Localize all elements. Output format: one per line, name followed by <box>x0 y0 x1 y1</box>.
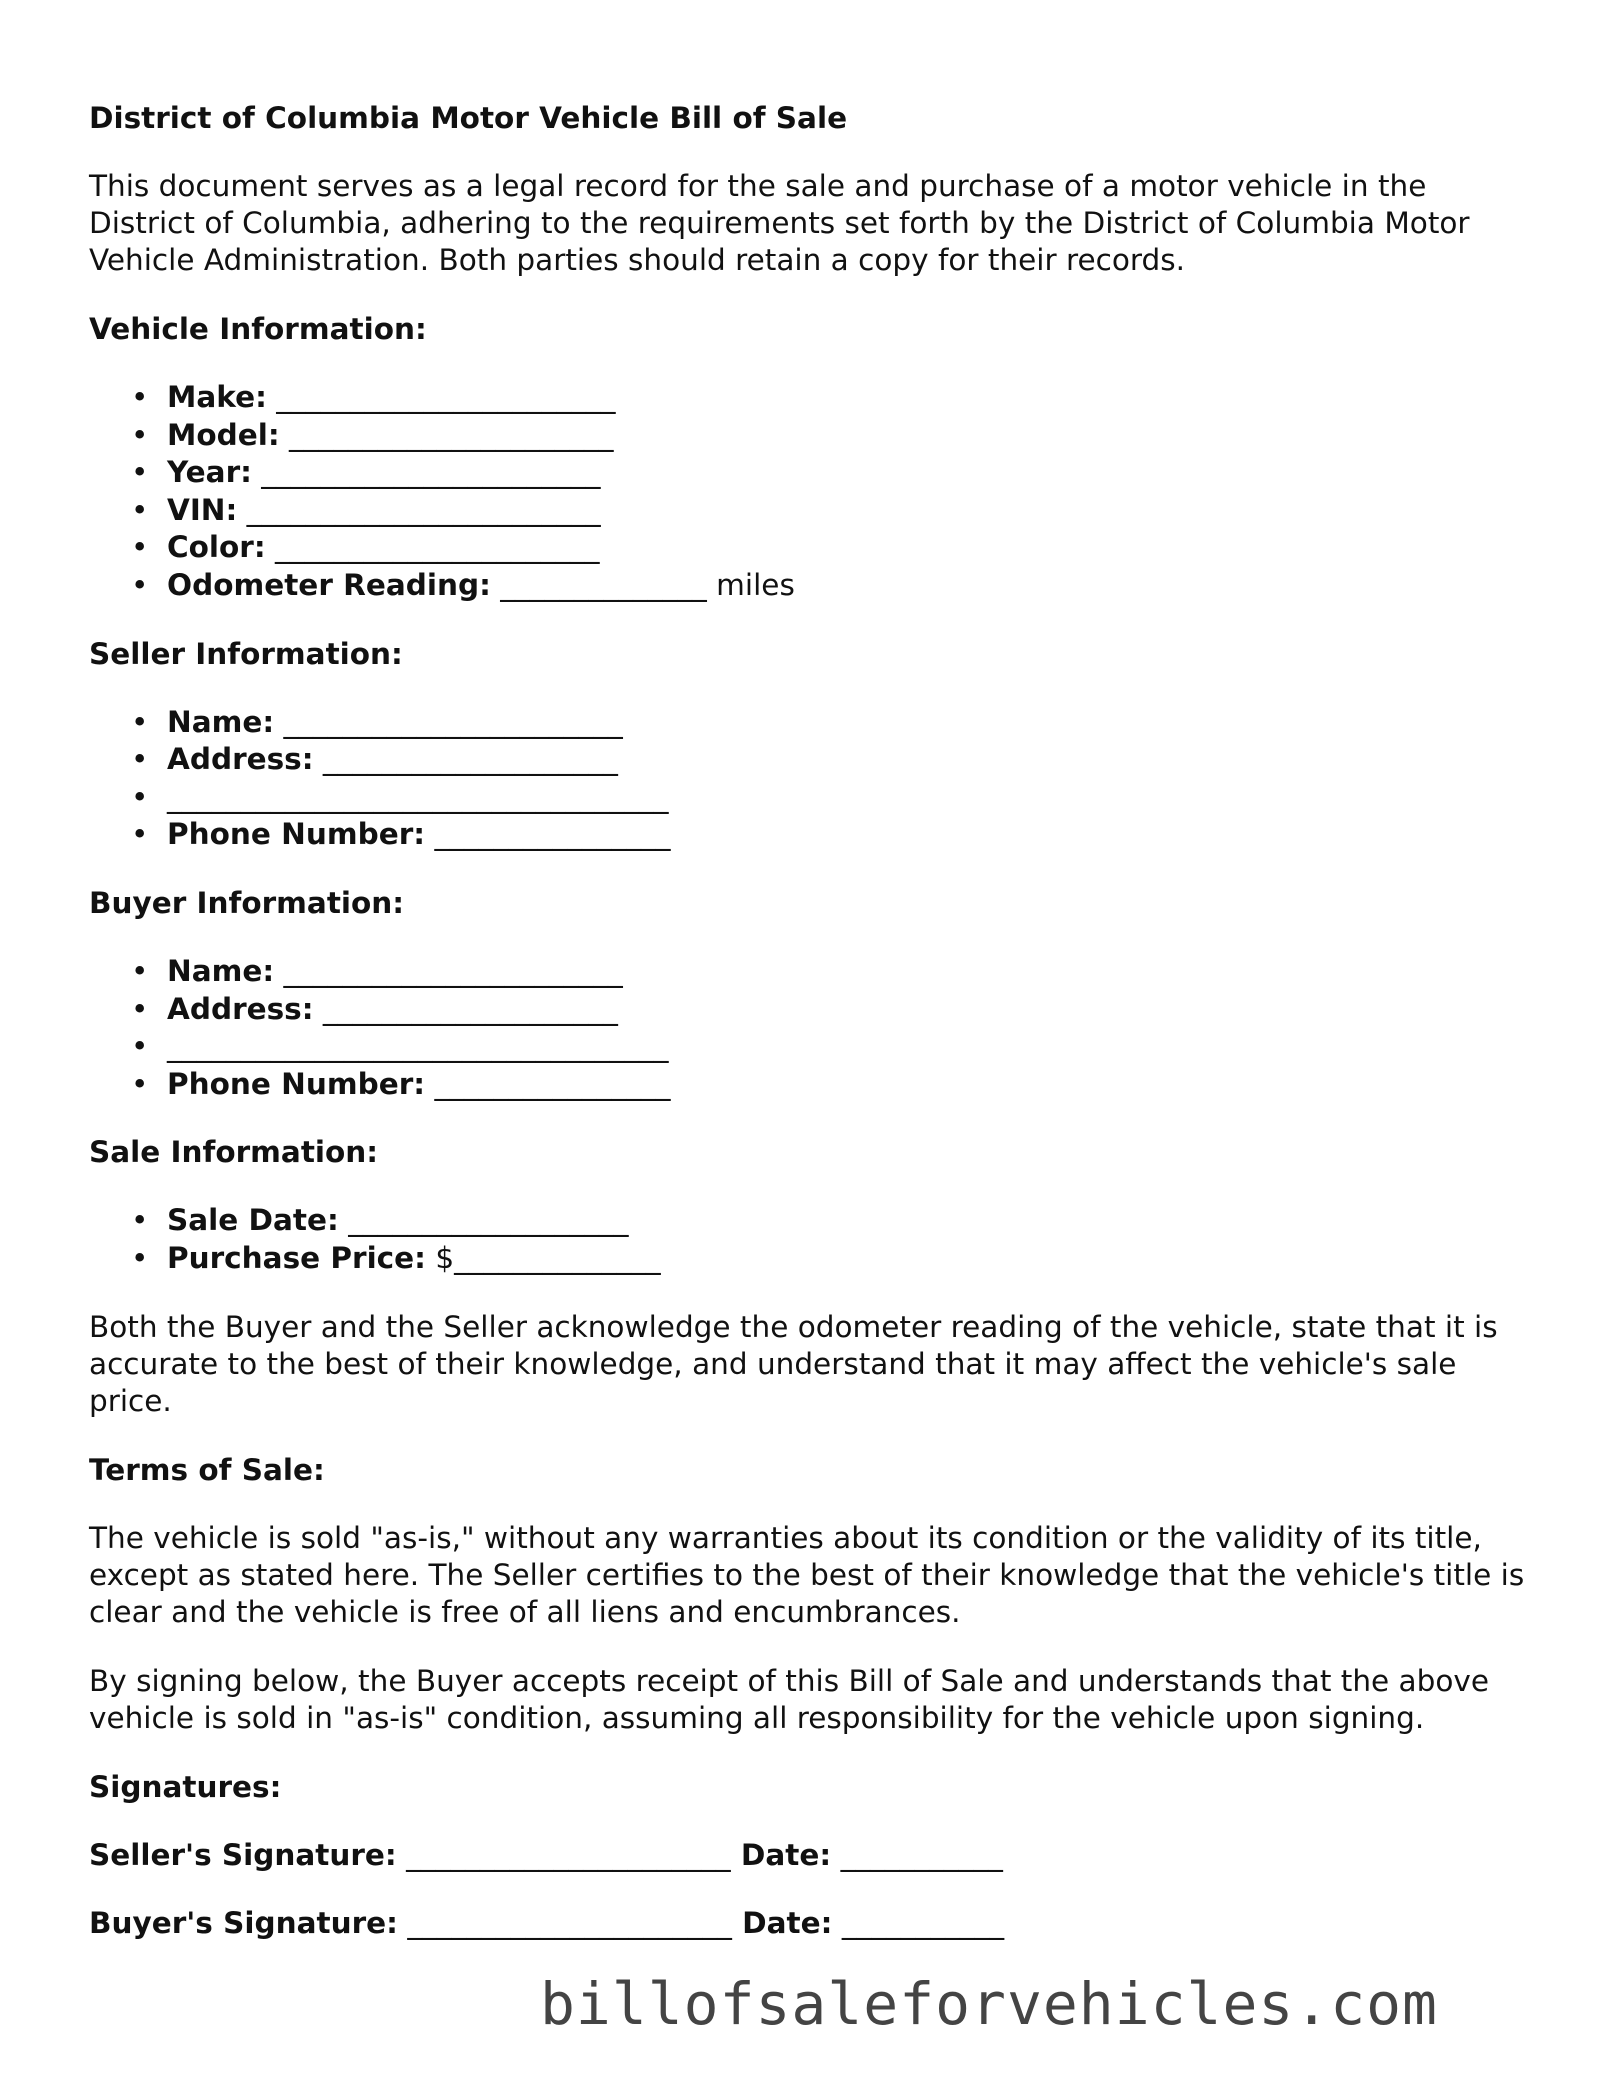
bullet-icon: • <box>131 380 149 414</box>
sale-info-heading: Sale Information: <box>89 1135 379 1170</box>
bullet-icon: • <box>131 567 149 602</box>
bullet-icon: • <box>131 530 149 565</box>
field-label: Address: <box>167 742 314 777</box>
bullet-icon: • <box>131 817 149 852</box>
field-make <box>89 379 1529 417</box>
buyer-address2-blank[interactable]: __________________________________ <box>167 1029 669 1064</box>
seller-phone-blank[interactable]: ________________ <box>425 817 671 852</box>
sale-field-price <box>89 1240 1529 1278</box>
bullet-icon: • <box>131 1240 149 1275</box>
buyer-field-name <box>89 953 1529 991</box>
buyer-address-blank[interactable]: ____________________ <box>313 991 618 1026</box>
seller-signature-line <box>89 1837 1529 1874</box>
field-label: Name: <box>167 953 275 988</box>
seller-signature-label: Seller's Signature: <box>89 1837 397 1872</box>
bullet-icon: • <box>131 1029 149 1064</box>
buyer-date-blank[interactable]: ___________ <box>832 1905 1005 1940</box>
buyer-field-address <box>89 991 1529 1029</box>
field-label: Color: <box>167 530 266 565</box>
vehicle-info-list <box>89 379 1529 605</box>
year-blank[interactable]: _______________________ <box>251 455 601 490</box>
site-watermark: billofsaleforvehicles.com <box>540 1970 1438 2038</box>
bullet-icon: • <box>131 742 149 777</box>
bullet-icon: • <box>131 779 149 814</box>
buyer-signature-label: Buyer's Signature: <box>89 1905 398 1940</box>
bullet-icon: • <box>131 953 149 988</box>
field-model <box>89 417 1529 455</box>
odometer-blank[interactable]: ______________ miles <box>490 567 795 602</box>
bullet-icon: • <box>131 1203 149 1238</box>
signatures-heading: Signatures: <box>89 1769 282 1804</box>
model-blank[interactable]: ______________________ <box>279 417 614 452</box>
buyer-field-phone <box>89 1066 1529 1104</box>
buyer-signature-blank[interactable]: ______________________ <box>397 1905 732 1940</box>
bill-of-sale-document <box>89 100 1529 1973</box>
bullet-icon: • <box>131 704 149 739</box>
field-vin <box>89 492 1529 530</box>
seller-field-address-line2 <box>89 779 1529 817</box>
field-label: Year: <box>167 455 252 490</box>
field-label: Make: <box>167 380 267 414</box>
seller-address-blank[interactable]: ____________________ <box>313 742 618 777</box>
seller-field-address <box>89 741 1529 779</box>
terms-paragraph-1: The vehicle is sold "as-is," without any warranties about its condition or the validity of its title, except as stated here. The Seller certifies to the best of their knowledge that the vehicle's title is clear and the vehicle is free of all liens and encumbrances. <box>89 1520 1525 1629</box>
seller-info-heading: Seller Information: <box>89 636 403 671</box>
sale-info-list <box>89 1202 1529 1277</box>
field-label: Purchase Price: <box>167 1240 426 1275</box>
sale-date-blank[interactable]: ___________________ <box>338 1203 629 1238</box>
bullet-icon: • <box>131 492 149 527</box>
terms-paragraph-2: By signing below, the Buyer accepts receipt of this Bill of Sale and understands that the above vehicle is sold in "as-is" condition, assuming all responsibility for the vehicle upon signing. <box>89 1663 1490 1735</box>
seller-info-list <box>89 704 1529 854</box>
vin-blank[interactable]: ________________________ <box>237 492 601 527</box>
bullet-icon: • <box>131 455 149 490</box>
field-odometer <box>89 567 1529 605</box>
field-label: Name: <box>167 704 275 739</box>
bullet-icon: • <box>131 991 149 1026</box>
seller-date-blank[interactable]: ___________ <box>831 1837 1003 1872</box>
buyer-info-list <box>89 953 1529 1103</box>
field-label: Sale Date: <box>167 1203 339 1238</box>
seller-address2-blank[interactable]: __________________________________ <box>167 779 669 814</box>
buyer-info-heading: Buyer Information: <box>89 885 405 920</box>
terms-heading: Terms of Sale: <box>89 1452 325 1487</box>
field-label: Model: <box>167 417 280 452</box>
field-label: VIN: <box>167 492 238 527</box>
make-blank[interactable]: _______________________ <box>266 380 616 414</box>
bullet-icon: • <box>131 1066 149 1101</box>
seller-field-name <box>89 704 1529 742</box>
buyer-date-label: Date: <box>731 1905 833 1940</box>
field-label: Phone Number: <box>167 1066 426 1101</box>
field-label: Address: <box>167 991 314 1026</box>
intro-paragraph: This document serves as a legal record for the sale and purchase of a motor vehicle in the District of Columbia, adhering to the requirements set forth by the District of Columbia Motor Vehicle Administration. Both parties should retain a copy for their records. <box>89 169 1470 277</box>
field-year <box>89 454 1529 492</box>
buyer-field-address-line2 <box>89 1028 1529 1066</box>
document-title: District of Columbia Motor Vehicle Bill of Sale <box>89 101 848 135</box>
buyer-name-blank[interactable]: _______________________ <box>274 953 623 988</box>
buyer-phone-blank[interactable]: ________________ <box>425 1066 671 1101</box>
field-label: Phone Number: <box>167 817 426 852</box>
buyer-signature-line <box>89 1905 1529 1942</box>
odometer-acknowledgement: Both the Buyer and the Seller acknowledge the odometer reading of the vehicle, state that it is accurate to the best of their knowledge, and understand that it may affect the vehicle's sale price. <box>89 1309 1498 1418</box>
sale-field-date <box>89 1202 1529 1240</box>
vehicle-info-heading: Vehicle Information: <box>89 312 427 346</box>
seller-date-label: Date: <box>730 1837 832 1872</box>
seller-name-blank[interactable]: _______________________ <box>274 704 623 739</box>
field-color <box>89 529 1529 567</box>
seller-signature-blank[interactable]: ______________________ <box>396 1837 731 1872</box>
seller-field-phone <box>89 816 1529 854</box>
field-label: Odometer Reading: <box>167 567 491 602</box>
color-blank[interactable]: ______________________ <box>265 530 600 565</box>
bullet-icon: • <box>131 417 149 452</box>
purchase-price-blank[interactable]: $______________ <box>425 1240 661 1275</box>
